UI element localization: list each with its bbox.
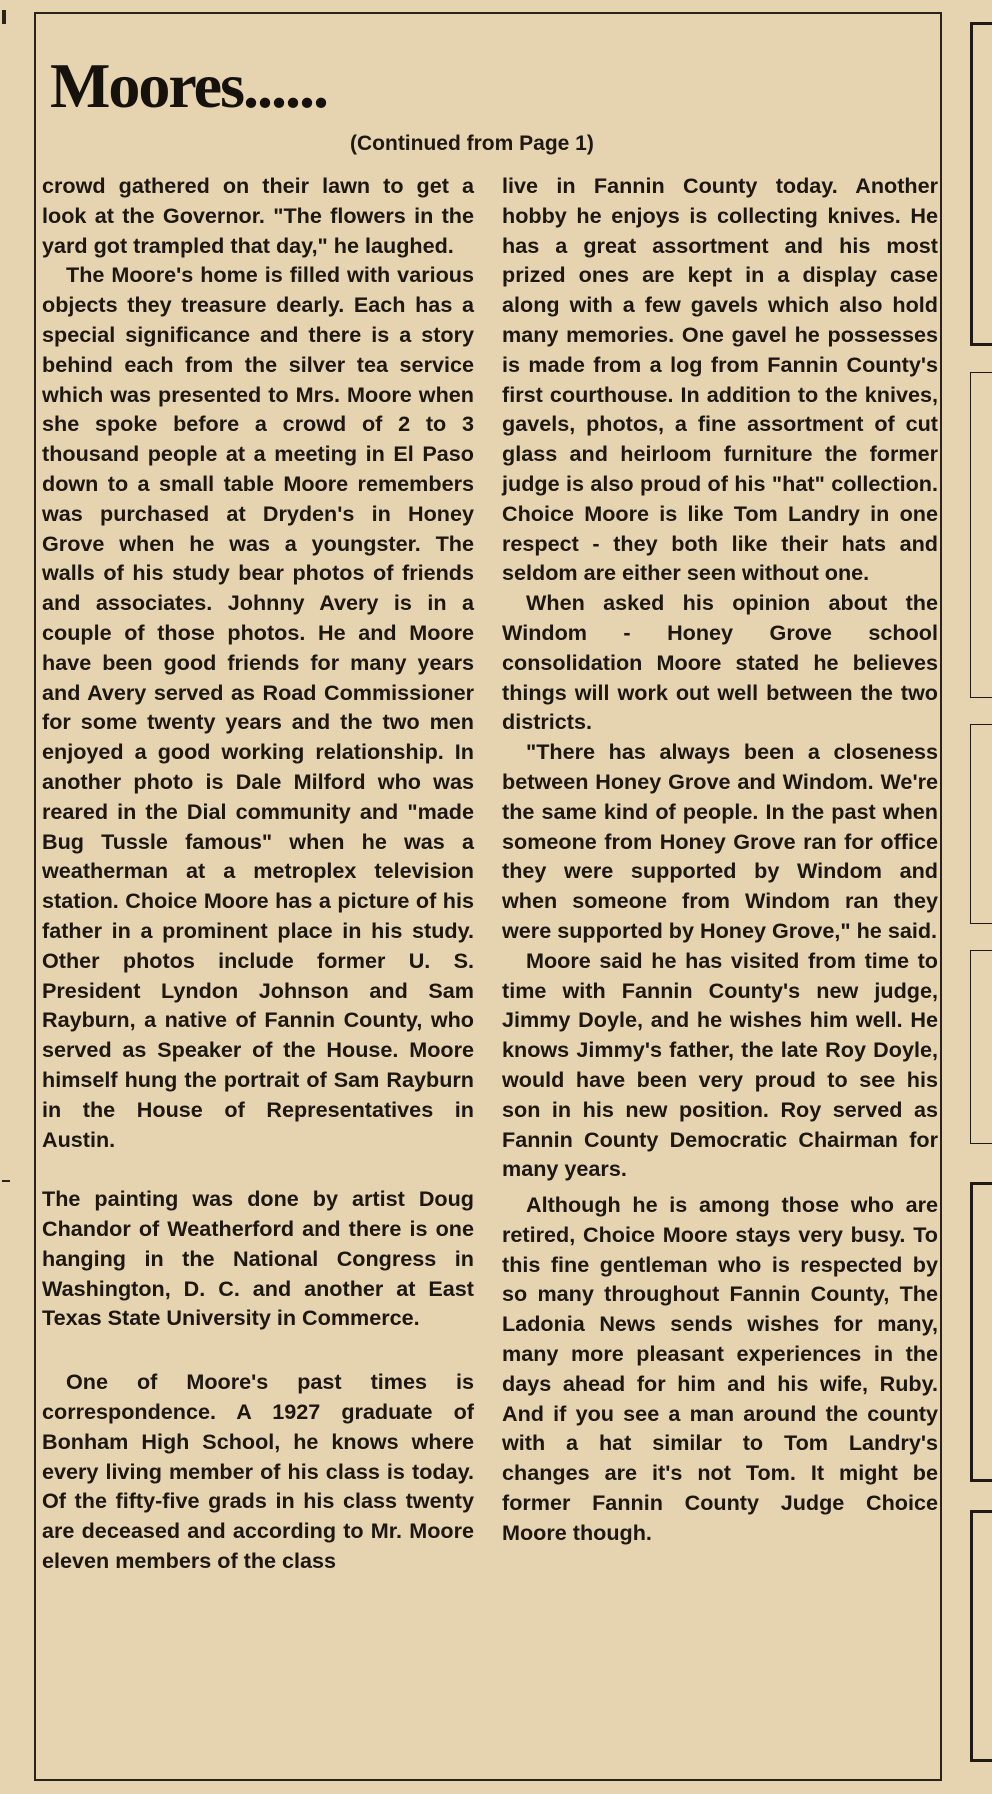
article-paragraph: The Moore's home is filled with various objects they treasure dearly. Each has a special significance and there is a story behind each from the silver tea service which was presented to Mrs. Moore when she spoke before a crowd of 2 to 3 thousand people at a meeting in El Paso down to a small table Moore remembers was purchased at Dryden's in Honey Grove when he was a youngster. The walls of his study bear photos of friends and associates. Johnny Avery is in a couple of those photos. He and Moore have been good friends for many years and Avery served as Road Commissioner for some twenty years and the two men enjoyed a good working relationship. In another photo is Dale Milford who was reared in the Dial community and "made Bug Tussle famous" when he was a weatherman at a metroplex television station. Choice Moore has a picture of his father in a prominent place in his study. Other photos include former U. S. President Lyndon Johnson and Sam Rayburn, a native of Fannin County, who served as Speaker of the House. Moore himself hung the portrait of Sam Rayburn in the House of Representatives in Austin. (42, 262, 474, 1152)
headline: Moores...... (50, 50, 327, 121)
article-paragraph: One of Moore's past times is correspondence. A 1927 graduate of Bonham High School, he knows where every living member of his class is today. Of the fifty-five grads in his class twenty are deceased and according to Mr. Moore eleven members of the class (42, 1369, 474, 1574)
article-column-left (42, 171, 474, 1576)
article-paragraph: The painting was done by artist Doug Chandor of Weatherford and there is one hanging in the National Congress in Washington, D. C. and another at East Texas State University in Commerce. (42, 1186, 474, 1331)
adjacent-box-right-2 (970, 372, 992, 698)
article-paragraph: Although he is among those who are retired, Choice Moore stays very busy. To this fine gentleman who is respected by so many throughout Fannin County, The Ladonia News sends wishes for many, many more pleasant experiences in the days ahead for him and his wife, Ruby. And if you see a man around the county with a hat similar to Tom Landry's changes are it's not Tom. It might be former Fannin County Judge Choice Moore though. (502, 1192, 938, 1545)
adjacent-box-right-5 (970, 1182, 992, 1482)
adjacent-box-right-3 (970, 724, 992, 924)
adjacent-column-edge-left (0, 0, 12, 1794)
continued-note: (Continued from Page 1) (350, 132, 594, 155)
article-paragraph: "There has always been a closeness between Honey Grove and Windom. We're the same kind of people. In the past when someone from Honey Grove ran for office they were supported by Windom and when someone from Windom ran they were supported by Honey Grove," he said. (502, 739, 938, 943)
article-column-right (502, 171, 938, 1548)
article-paragraph: crowd gathered on their lawn to get a look at the Governor. "The flowers in the yard got trampled that day," he laughed. (42, 173, 474, 258)
article-paragraph: live in Fannin County today. Another hobby he enjoys is collecting knives. He has a great assortment and his most prized ones are kept in a display case along with a few gavels which also hold many memories. One gavel he possesses is made from a log from Fannin County's first courthouse. In addition to the knives, gavels, photos, a fine assortment of cut glass and heirloom furniture the former judge is also proud of his "hat" collection. Choice Moore is like Tom Landry in one respect - they both like their hats and seldom are either seen without one. (502, 173, 938, 586)
article-paragraph: Moore said he has visited from time to time with Fannin County's new judge, Jimmy Doyle, and he wishes him well. He knows Jimmy's father, the late Roy Doyle, would have been very proud to see his son in his new position. Roy served as Fannin County Democratic Chairman for many years. (502, 947, 938, 1182)
adjacent-box-right-6 (970, 1510, 992, 1762)
adjacent-box-right-1 (970, 22, 992, 346)
adjacent-box-right-4 (970, 950, 992, 1144)
article-paragraph: When asked his opinion about the Windom - Honey Grove school consolidation Moore stated he believes things will work out well between the two districts. (502, 590, 938, 735)
